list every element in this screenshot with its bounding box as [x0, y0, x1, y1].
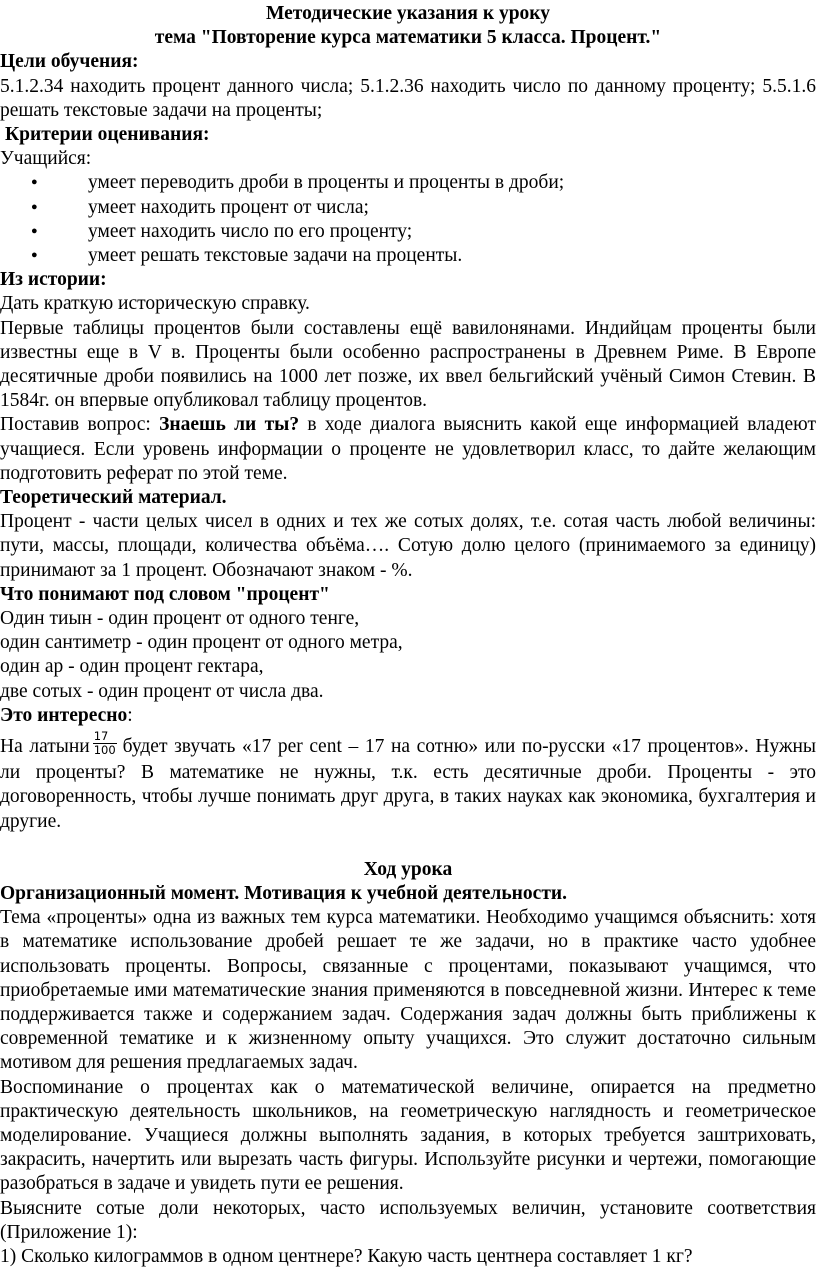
criteria-heading: Критерии оценивания: [5, 124, 210, 146]
lesson-subheading: Организационный момент. Мотивация к учебной деятельности. [0, 882, 568, 904]
lesson-heading: Ход урока [363, 858, 453, 880]
question-suffix: в ходе диалога выяснить какой еще информацией владеют учащиеся. Если уровень информации о проценте не удовлетворил класс, то дайте желающим подготовить реферат по этой теме. [0, 414, 816, 484]
history-heading: Из истории: [0, 269, 107, 291]
spacer [0, 834, 816, 858]
criteria-item: ● умеет переводить дроби в проценты и проценты в дроби; [88, 171, 816, 195]
history-intro: Дать краткую историческую справку. [0, 293, 310, 315]
history-question-paragraph [0, 413, 816, 486]
lesson-question: 1) Сколько килограммов в одном центнере? Какую часть центнера составляет 1 кг? [0, 1245, 693, 1267]
document-topic: тема "Повторение курса математики 5 класса. Процент." [154, 27, 662, 49]
interesting-paragraph [0, 729, 816, 834]
question-bold: Знаешь ли ты? [159, 414, 300, 436]
meaning-line: один сантиметр - один процент от одного метра, [0, 632, 403, 654]
fraction [93, 730, 117, 757]
goals-heading: Цели обучения: [0, 51, 139, 73]
interesting-heading-line [0, 704, 816, 728]
criteria-item: ● умеет находить число по его проценту; [88, 220, 816, 244]
meaning-line: две сотых - один процент от числа два. [0, 680, 324, 702]
lesson-paragraph: Выясните сотые доли некоторых, часто используемых величин, установите соответствия (Приложение 1): [0, 1197, 816, 1243]
criteria-list [0, 171, 816, 268]
criteria-intro: Учащийся: [0, 148, 92, 170]
criteria-item: ● умеет решать текстовые задачи на проценты. [88, 244, 816, 268]
question-prefix: Поставив вопрос: [0, 414, 160, 436]
latin-suffix: будет звучать «17 per cent – 17 на сотню» или по-русски «17 процентов». Нужны ли проценты? В математике не нужны, т.к. есть десятичные дроби. Проценты - это договоренность, чтобы лучше понимать друг друга, в таких науках как экономика, бухгалтерия и другие. [0, 736, 816, 832]
interesting-colon: : [127, 704, 133, 726]
goals-text: 5.1.2.34 находить процент данного числа; 5.1.2.36 находить число по данному проценту; 5.5.1.6 решать текстовые задачи на проценты; [0, 75, 816, 121]
interesting-heading: Это интересно [0, 704, 128, 726]
history-paragraph: Первые таблицы процентов были составлены ещё вавилонянами. Индийцам проценты были известны еще в V в. Проценты были особенно распространены в Древнем Риме. В Европе десятичные дроби появились на 1000 лет позже, их ввел бельгийский учёный Симон Стевин. В 1584г. он впервые опубликовал таблицу процентов. [0, 317, 816, 412]
lesson-paragraph: Воспоминание о процентах как о математической величине, опирается на предметно практическую деятельность школьников, на геометрическую наглядность и геометрическое моделирование. Учащиеся должны выполнять задания, в которых требуется заштриховать, закрасить, начертить или вырезать часть фигуры. Используйте рисунки и чертежи, помогающие разобраться в задаче и увидеть пути ее решения. [0, 1076, 816, 1195]
fraction-denominator: 100 [93, 743, 116, 758]
lesson-paragraph: Тема «проценты» одна из важных тем курса математики. Необходимо учащимся объяснить: хотя в математике использование дробей решает те же задачи, но в практике часто удобнее использовать проценты. Вопросы, связанные с процентами, показывают учащимся, что приобретаемые ими математические знания применяются в повседневной жизни. Интерес к теме поддерживается также и содержанием задач. Содержания задач должны быть приближены к современной тематике и к жизненному опыту учащихся. Это служит достаточно сильным мотивом для решения предлагаемых задач. [0, 907, 816, 1074]
document-title: Методические указания к уроку [265, 3, 551, 24]
meaning-line: один ар - один процент гектара, [0, 656, 264, 678]
meaning-line: Один тиын - один процент от одного тенге, [0, 608, 360, 630]
theory-heading: Теоретический материал. [0, 487, 227, 509]
meaning-heading: Что понимают под словом "процент" [0, 583, 330, 605]
theory-text: Процент - части целых чисел в одних и тех же сотых долях, т.е. сотая часть любой величины: пути, массы, площади, количества объёма…. Сотую долю целого (принимаемого за единицу) принимают за 1 процент. Обозначают знаком - %. [0, 511, 816, 581]
fraction-numerator: 17 [93, 730, 117, 744]
criteria-item: ● умеет находить процент от числа; [88, 196, 816, 220]
latin-prefix: На латыни [0, 736, 90, 758]
